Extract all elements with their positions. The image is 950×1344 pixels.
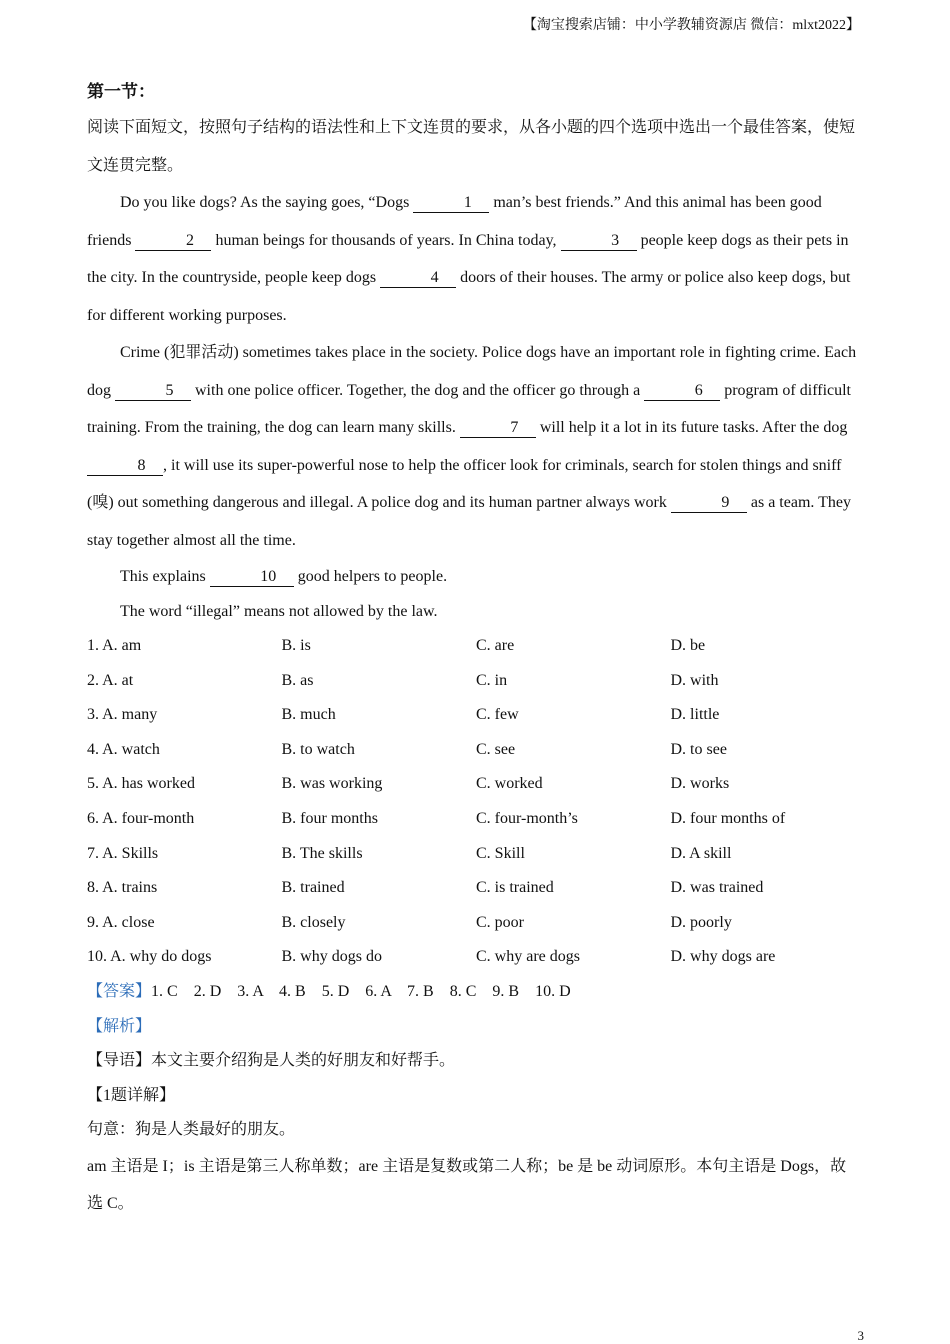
option-row: 9. A. close B. closely C. poor D. poorly bbox=[87, 913, 732, 931]
option-row: 8. A. trains B. trained C. is trained D. was trained bbox=[87, 879, 764, 897]
option-row: 4. A. watch B. to watch C. see D. to see bbox=[87, 740, 727, 758]
section-title: 第一节： bbox=[87, 82, 155, 101]
option-row: 2. A. at B. as C. in D. with bbox=[87, 671, 719, 689]
blank-6: 6 bbox=[644, 382, 720, 401]
option-row: 6. A. four-month B. four months C. four-month’s D. four months of bbox=[87, 809, 786, 827]
instructions: 阅读下面短文，按照句子结构的语法性和上下文连贯的要求，从各小题的四个选项中选出一个最佳答案，使短文连贯完整。 bbox=[87, 119, 856, 174]
document-body bbox=[87, 78, 860, 1223]
detail-label: 【1题详解】 bbox=[87, 1086, 176, 1104]
sentence-meaning: 句意：狗是人类最好的朋友。 bbox=[87, 1121, 296, 1139]
option-row: 10. A. why do dogs B. why dogs do C. why are dogs D. why dogs are bbox=[87, 948, 776, 966]
blank-3: 3 bbox=[561, 232, 637, 251]
option-row: 7. A. Skills B. The skills C. Skill D. A skill bbox=[87, 844, 732, 862]
blank-5: 5 bbox=[115, 382, 191, 401]
analysis-label: 【解析】 bbox=[87, 1017, 152, 1035]
passage-note: The word “illegal” means not allowed by the law. bbox=[120, 603, 438, 620]
option-row: 3. A. many B. much C. few D. little bbox=[87, 706, 720, 724]
page-number: 3 bbox=[857, 1328, 864, 1343]
blank-7: 7 bbox=[460, 419, 536, 438]
explanation-text: am 主语是 I；is 主语是第三人称单数；are 主语是复数或第二人称；be 是 be 动词原形。本句主语是 Dogs，故选 C。 bbox=[87, 1157, 847, 1213]
option-row: 5. A. has worked B. was working C. worked D. works bbox=[87, 775, 730, 793]
answer-text: 1. C 2. D 3. A 4. B 5. D 6. A 7. B 8. C 9. B 10. D bbox=[151, 982, 571, 1000]
passage-paragraph-3: This explains 10 good helpers to people. bbox=[120, 568, 448, 585]
blank-8: 8 bbox=[87, 457, 163, 476]
passage-paragraph-1: Do you like dogs? As the saying goes, “Dogs 1 man’s best friends.” And this animal has been good friends 2 human beings for thousands of years. In China today, 3 people keep dogs as their pets in the city. In the countryside, people keep dogs 4 doors of their houses. The army or police also keep dogs, but for different working purposes. bbox=[87, 194, 851, 324]
blank-1: 1 bbox=[413, 194, 489, 213]
page-header: 【淘宝搜索店铺：中小学教辅资源店 微信：mlxt2022】 bbox=[522, 18, 860, 33]
options-table bbox=[87, 629, 860, 975]
answer-label: 【答案】 bbox=[87, 982, 152, 1000]
guide-text: 【导语】本文主要介绍狗是人类的好朋友和好帮手。 bbox=[87, 1052, 456, 1070]
blank-4: 4 bbox=[380, 269, 456, 288]
answer-line bbox=[87, 975, 860, 1010]
blank-10: 10 bbox=[210, 568, 294, 587]
blank-9: 9 bbox=[671, 494, 747, 513]
blank-2: 2 bbox=[135, 232, 211, 251]
passage-paragraph-2: Crime (犯罪活动) sometimes takes place in the society. Police dogs have an important role in fighting crime. Each dog 5 with one police officer. Together, the dog and the officer go through a 6 program of difficult training. From the training, the dog can learn many skills. 7 will help it a lot in its future tasks. After the dog 8 , it will use its super-powerful nose to help the officer look for criminals, search for stolen things and sniff (嗅) out something dangerous and illegal. A police dog and its human partner always work 9 as a team. They stay together almost all the time. bbox=[87, 344, 857, 549]
option-row: 1. A. am B. is C. are D. be bbox=[87, 637, 706, 654]
